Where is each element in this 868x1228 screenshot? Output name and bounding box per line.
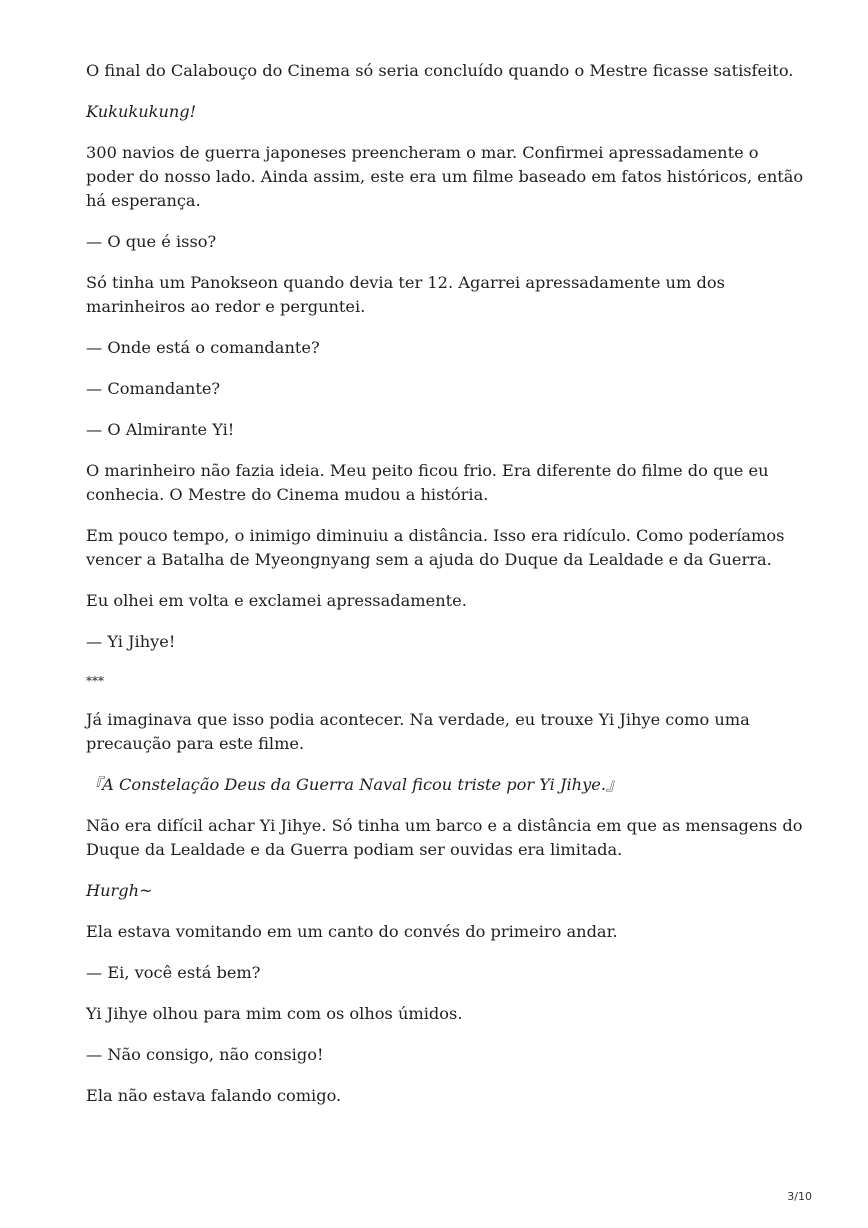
paragraph-sound-effect: Kukukukung!: [86, 102, 197, 121]
paragraph-sound-effect: Hurgh~: [86, 881, 153, 900]
paragraph: Já imaginava que isso podia acontecer. Na verdade, eu trouxe Yi Jihye como uma precaução para este filme.: [86, 710, 750, 753]
page-number: 3/10: [787, 1190, 812, 1203]
dialogue-line: — Comandante?: [86, 379, 221, 398]
paragraph: Só tinha um Panokseon quando devia ter 12. Agarrei apressadamente um dos marinheiros ao redor e perguntei.: [86, 273, 725, 316]
dialogue-line: — Yi Jihye!: [86, 632, 176, 651]
dialogue-line: — O que é isso?: [86, 232, 217, 251]
document-body: [86, 59, 806, 1125]
scene-break: ***: [86, 674, 104, 688]
dialogue-line: — Ei, você está bem?: [86, 963, 261, 982]
paragraph: 300 navios de guerra japoneses preencheram o mar. Confirmei apressadamente o poder do nosso lado. Ainda assim, este era um filme baseado em fatos históricos, então há esperança.: [86, 143, 804, 210]
paragraph: O marinheiro não fazia ideia. Meu peito ficou frio. Era diferente do filme do que eu conhecia. O Mestre do Cinema mudou a história.: [86, 461, 769, 504]
system-message: 『A Constelação Deus da Guerra Naval ficou triste por Yi Jihye.』: [86, 775, 623, 794]
paragraph: O final do Calabouço do Cinema só seria concluído quando o Mestre ficasse satisfeito.: [86, 61, 794, 80]
dialogue-line: — Não consigo, não consigo!: [86, 1045, 324, 1064]
paragraph: Eu olhei em volta e exclamei apressadamente.: [86, 591, 467, 610]
paragraph: Não era difícil achar Yi Jihye. Só tinha um barco e a distância em que as mensagens do Duque da Lealdade e da Guerra podiam ser ouvidas era limitada.: [86, 816, 803, 859]
paragraph: Yi Jihye olhou para mim com os olhos úmidos.: [86, 1004, 463, 1023]
dialogue-line: — Onde está o comandante?: [86, 338, 320, 357]
paragraph: Ela estava vomitando em um canto do convés do primeiro andar.: [86, 922, 618, 941]
paragraph: Ela não estava falando comigo.: [86, 1086, 342, 1105]
dialogue-line: — O Almirante Yi!: [86, 420, 235, 439]
paragraph: Em pouco tempo, o inimigo diminuiu a distância. Isso era ridículo. Como poderíamos vencer a Batalha de Myeongnyang sem a ajuda do Duque da Lealdade e da Guerra.: [86, 526, 785, 569]
